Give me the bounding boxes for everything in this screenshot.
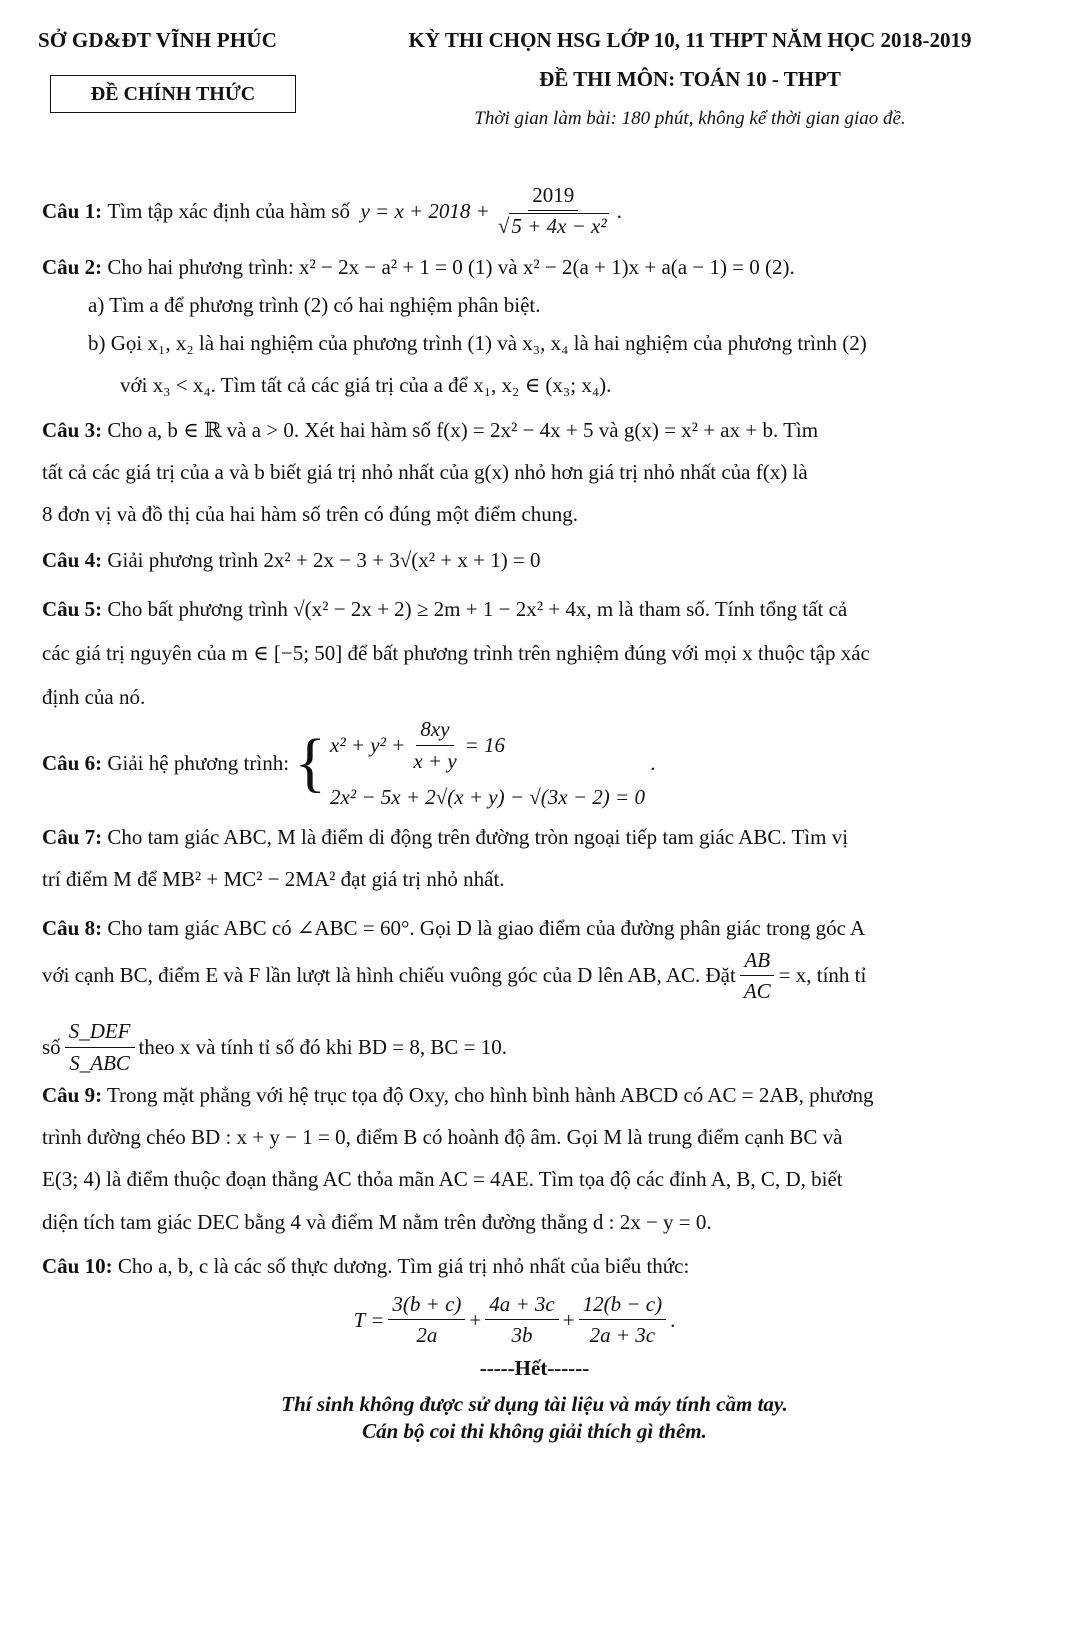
q8-l2: với cạnh BC, điểm E và F lần lượt là hình chiếu vuông góc của D lên AB, AC. Đặt xyxy=(42,963,736,988)
q9-l2: trình đường chéo BD : x + y − 1 = 0, điểm B có hoành độ âm. Gọi M là trung điểm cạnh BC và xyxy=(42,1125,843,1149)
q4-text: Giải phương trình 2x² + 2x − 3 + 3√(x² + x + 1) = 0 xyxy=(107,548,541,573)
time-limit: Thời gian làm bài: 180 phút, không kể thời gian giao đề. xyxy=(474,108,906,129)
q10-T: T = xyxy=(353,1307,385,1332)
q2-label: Câu 2: xyxy=(42,254,103,279)
q5-l2: các giá trị nguyên của m ∈ [−5; 50] để bất phương trình trên nghiệm đúng với mọi x thuộc tập xác xyxy=(42,640,870,665)
question-2 xyxy=(42,254,1027,399)
q5-l3: định của nó. xyxy=(42,685,146,709)
question-8 xyxy=(42,915,1027,1076)
q1-lhs: y = x + 2018 + xyxy=(360,198,490,223)
header-left xyxy=(38,28,338,113)
q1-den: 5 + 4x − x² xyxy=(511,214,607,239)
q3-l3: 8 đơn vị và đồ thị của hai hàm số trên có đúng một điểm chung. xyxy=(42,502,579,526)
official-stamp: ĐỀ CHÍNH THỨC xyxy=(50,75,296,113)
question-5 xyxy=(42,596,1027,711)
q2-b1: b) Gọi x₁, x₂ là hai nghiệm của phương trình (1) và x₃, x₄ là hai nghiệm của phương trình (2) xyxy=(88,331,867,355)
q7-l1: Cho tam giác ABC, M là điểm di động trên đường tròn ngoại tiếp tam giác ABC. Tìm vị xyxy=(107,825,849,849)
q6-text: Giải hệ phương trình: xyxy=(107,751,290,775)
question-7 xyxy=(42,824,1027,893)
q6-eq1-lhs: x² + y² + xyxy=(330,732,406,757)
end-marker: -----Hết------ xyxy=(479,1355,590,1380)
q9-l3: E(3; 4) là điểm thuộc đoạn thẳng AC thỏa mãn AC = 4AE. Tìm tọa độ các đỉnh A, B, C, D, biết xyxy=(42,1167,843,1192)
question-4 xyxy=(42,547,1027,573)
question-10 xyxy=(42,1253,1027,1349)
q5-label: Câu 5: xyxy=(42,596,103,621)
q10-f3-num: 12(b − c) xyxy=(579,1291,666,1320)
q3-l2: tất cả các giá trị của a và b biết giá trị nhỏ nhất của g(x) nhỏ hơn giá trị nhỏ nhất của f(x) là xyxy=(42,459,808,484)
q5-l1: Cho bất phương trình √(x² − 2x + 2) ≥ 2m + 1 − 2x² + 4x, m là tham số. Tính tổng tất cả xyxy=(107,596,848,621)
q2-text: Cho hai phương trình: x² − 2x − a² + 1 = 0 (1) và x² − 2(a + 1)x + a(a − 1) = 0 (2). xyxy=(107,254,795,279)
q10-f2-num: 4a + 3c xyxy=(485,1291,559,1320)
q8-label: Câu 8: xyxy=(42,915,103,940)
q6-eq1-rhs: = 16 xyxy=(464,732,506,757)
q3-label: Câu 3: xyxy=(42,417,103,442)
q10-expression: T = $\frac{3(b + c)}{2a}$ + $\frac{4a + 3c}{3b}$ + $\frac{12(b - c)}{2a + 3c}$ . xyxy=(353,1292,676,1348)
department: SỞ GD&ĐT VĨNH PHÚC xyxy=(38,28,278,52)
question-3 xyxy=(42,417,1027,528)
q8-ratio-den: S_ABC xyxy=(69,1050,130,1075)
q2-b2: với x₃ < x₄. Tìm tất cả các giá trị của a để x₁, x₂ ∈ (x₃; x₄). xyxy=(120,373,612,398)
q8-l3-pre: số xyxy=(42,1034,61,1059)
subject: ĐỀ THI MÔN: TOÁN 10 - THPT xyxy=(539,67,841,91)
q8-ratio-num: S_DEF xyxy=(65,1018,135,1047)
q6-system: { x² + y² + $\frac{8xy}{x + y}$ = 16 2x² − 5x + 2√(x + y) − √(3x − 2) = 0 xyxy=(294,717,645,809)
q1-label: Câu 1: xyxy=(42,198,103,223)
q7-label: Câu 7: xyxy=(42,825,103,849)
q10-f1-den: 2a xyxy=(416,1323,438,1348)
q1-text: Tìm tập xác định của hàm số xyxy=(107,198,350,223)
q1-num: 2019 xyxy=(528,182,578,211)
q3-l1: Cho a, b ∈ ℝ và a > 0. Xét hai hàm số f(x) = 2x² − 4x + 5 và g(x) = x² + ax + b. Tìm xyxy=(107,417,819,442)
q8-frac-num: AB xyxy=(740,947,774,976)
q10-f3-den: 2a + 3c xyxy=(589,1323,656,1348)
exam-content xyxy=(42,182,1027,1445)
q9-l1: Trong mặt phẳng với hệ trục tọa độ Oxy, cho hình bình hành ABCD có AC = 2AB, phương xyxy=(106,1082,874,1107)
question-9 xyxy=(42,1082,1027,1235)
q4-label: Câu 4: xyxy=(42,548,103,573)
q6-eq1-den: x + y xyxy=(413,748,457,773)
footer-note-2: Cán bộ coi thi không giải thích gì thêm. xyxy=(362,1419,707,1444)
q10-f1-num: 3(b + c) xyxy=(388,1291,465,1320)
question-6: Câu 6: Giải hệ phương trình: { x² + y² + $\frac{8xy}{x + y}$ = 16 2x² − 5x + 2√(x + y) − √(3x − 2) = 0 . xyxy=(42,717,656,809)
q6-eq1-num: 8xy xyxy=(416,716,453,745)
q10-label: Câu 10: xyxy=(42,1253,113,1278)
q2-a: a) Tìm a để phương trình (2) có hai nghiệm phân biệt. xyxy=(88,292,541,317)
q9-l4: diện tích tam giác DEC bằng 4 và điểm M nằm trên đường thẳng d : 2x − y = 0. xyxy=(42,1209,712,1234)
q8-l1: Cho tam giác ABC có ∠ABC = 60°. Gọi D là giao điểm của đường phân giác trong góc A xyxy=(107,915,866,940)
exam-title: KỲ THI CHỌN HSG LỚP 10, 11 THPT NĂM HỌC 2018-2019 xyxy=(408,28,972,52)
q8-l3-post: theo x và tính tỉ số đó khi BD = 8, BC = 10. xyxy=(138,1034,507,1059)
q1-fraction: $\frac{2019}{\text{√5 + 4x − x²}}$ xyxy=(497,183,607,239)
q6-label: Câu 6: xyxy=(42,751,103,775)
q9-label: Câu 9: xyxy=(42,1082,103,1107)
header-right xyxy=(340,28,1040,130)
question-1: Câu 1: Tìm tập xác định của hàm số y = x + 2018 + $\frac{2019}{\text{√5 + 4x − x²}}$ . xyxy=(42,183,622,239)
q7-l2: trí điểm M để MB² + MC² − 2MA² đạt giá trị nhỏ nhất. xyxy=(42,867,505,892)
q8-frac-den: AC xyxy=(743,979,771,1003)
q10-text: Cho a, b, c là các số thực dương. Tìm giá trị nhỏ nhất của biểu thức: xyxy=(117,1253,690,1278)
q8-l2-end: = x, tính tỉ xyxy=(778,963,867,988)
q10-f2-den: 3b xyxy=(511,1323,533,1348)
q6-eq2: 2x² − 5x + 2√(x + y) − √(3x − 2) = 0 xyxy=(330,784,645,809)
footer-note-1: Thí sinh không được sử dụng tài liệu và máy tính cầm tay. xyxy=(281,1391,788,1416)
